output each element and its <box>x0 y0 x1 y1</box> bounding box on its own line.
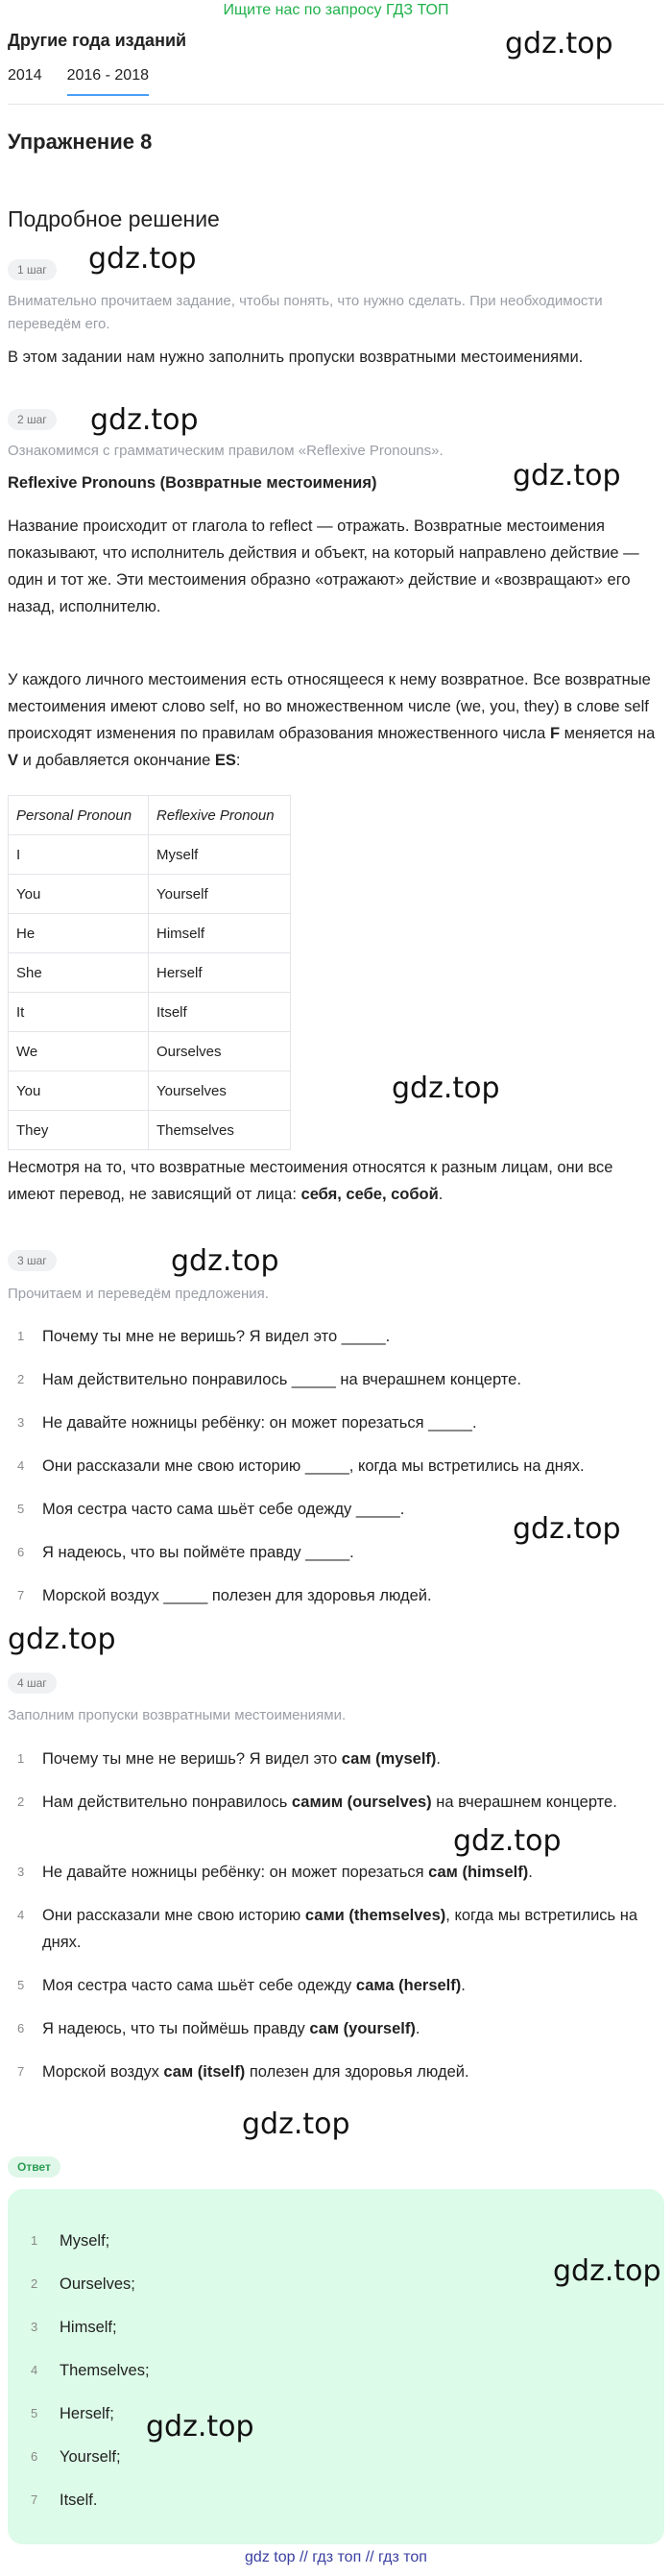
item-number: 1 <box>31 2233 38 2248</box>
step-badge-3: 3 шаг <box>8 1250 57 1271</box>
table-cell: You <box>9 875 149 914</box>
table-row <box>9 953 291 993</box>
rule-paragraph-2: У каждого личного местоимения есть относящееся к нему возвратное. Все возвратные местоимения имеют слово self, но во множественном числе (we, you, they) в слове self происходят изменения по правилам образования множественного числа F меняется на V и добавляется окончание ES: <box>8 671 656 769</box>
table-cell: We <box>9 1032 149 1071</box>
item-number: 1 <box>17 1751 25 1766</box>
table-cell: Itself <box>149 993 291 1032</box>
watermark: gdz.top <box>513 459 621 493</box>
table-cell: You <box>9 1071 149 1111</box>
item-number: 7 <box>31 2492 38 2507</box>
tabs-divider <box>8 104 664 105</box>
answer-badge: Ответ <box>8 2156 60 2178</box>
step1-note: Внимательно прочитаем задание, чтобы понять, что нужно сделать. При необходимости переведём его. <box>8 293 603 332</box>
table-cell: Ourselves <box>149 1032 291 1071</box>
item-number: 3 <box>31 2320 38 2334</box>
list-item: 3 Не давайте ножницы ребёнку: он может порезаться сам (himself). <box>8 1859 664 1902</box>
watermark: gdz.top <box>242 2107 350 2141</box>
watermark: gdz.top <box>392 1071 500 1105</box>
item-number: 6 <box>17 1545 25 1559</box>
item-number: 2 <box>17 1794 25 1809</box>
table-cell: They <box>9 1111 149 1150</box>
table-row <box>9 835 291 875</box>
list-item: 5 Моя сестра часто сама шьёт себе одежду _____. <box>8 1496 664 1539</box>
table-header: Personal Pronoun <box>9 796 149 835</box>
step2-note: Ознакомимся с грамматическим правилом «Reflexive Pronouns». <box>8 443 444 459</box>
item-number: 5 <box>17 1502 25 1516</box>
list-item: 5 Herself; <box>25 2400 150 2444</box>
step-badge-1: 1 шаг <box>8 259 57 280</box>
item-number: 3 <box>17 1865 25 1879</box>
rule-paragraph-1: Название происходит от глагола to reflect — отражать. Возвратные местоимения показывают, что исполнитель действия и объект, на который направлено действие — один и тот же. Эти местоимения образно «отражают» действие и «возвращают» его назад, исполнителю. <box>8 518 639 615</box>
list-item: 1 Почему ты мне не веришь? Я видел это _____. <box>8 1323 664 1366</box>
list-item: 2 Нам действительно понравилось самим (ourselves) на вчерашнем концерте. <box>8 1789 664 1859</box>
answer-box <box>8 2189 664 2544</box>
item-number: 4 <box>17 1908 25 1922</box>
table-row <box>9 875 291 914</box>
list-item: 2 Ourselves; <box>25 2271 150 2314</box>
list-item: 1 Myself; <box>25 2227 150 2271</box>
list-item: 2 Нам действительно понравилось _____ на вчерашнем концерте. <box>8 1366 664 1409</box>
item-number: 3 <box>17 1415 25 1430</box>
list-item: 7 Морской воздух _____ полезен для здоровья людей. <box>8 1582 664 1625</box>
table-header-row <box>9 796 291 835</box>
table-row <box>9 914 291 953</box>
list-item: 6 Я надеюсь, что ты поймёшь правду сам (yourself). <box>8 2015 664 2058</box>
step4-note: Заполним пропуски возвратными местоимениями. <box>8 1707 347 1723</box>
year-tabs <box>8 67 149 96</box>
table-row <box>9 1071 291 1111</box>
watermark: gdz.top <box>8 1623 116 1656</box>
watermark: gdz.top <box>88 242 197 276</box>
table-cell: Myself <box>149 835 291 875</box>
promo-banner[interactable]: Ищите нас по запросу ГДЗ ТОП <box>223 2 449 18</box>
tab-2016-2018[interactable]: 2016 - 2018 <box>67 67 149 96</box>
answer-list <box>25 2227 150 2530</box>
watermark: gdz.top <box>146 2410 254 2444</box>
table-header: Reflexive Pronoun <box>149 796 291 835</box>
list-item: 4 Они рассказали мне свою историю _____, когда мы встретились на днях. <box>8 1453 664 1496</box>
item-number: 7 <box>17 2064 25 2079</box>
watermark: gdz.top <box>171 1244 279 1278</box>
list-item: 6 Я надеюсь, что вы поймёте правду _____. <box>8 1539 664 1582</box>
rule-title: Reflexive Pronouns (Возвратные местоимения) <box>8 474 377 492</box>
pronoun-table <box>8 795 291 1150</box>
list-item: 4 Themselves; <box>25 2357 150 2400</box>
watermark: gdz.top <box>90 403 199 437</box>
table-cell: Herself <box>149 953 291 993</box>
table-cell: It <box>9 993 149 1032</box>
item-number: 5 <box>31 2406 38 2420</box>
table-row <box>9 1111 291 1150</box>
watermark: gdz.top <box>505 27 613 60</box>
list-item: 7 Itself. <box>25 2487 150 2530</box>
table-cell: I <box>9 835 149 875</box>
list-item: 4 Они рассказали мне свою историю сами (themselves), когда мы встретились на днях. <box>8 1902 664 1972</box>
tab-2014[interactable]: 2014 <box>8 67 42 84</box>
rule-paragraph-3: Несмотря на то, что возвратные местоимения относятся к разным лицам, они все имеют перевод, не зависящий от лица: себя, себе, собой. <box>8 1159 613 1203</box>
step1-text: В этом задании нам нужно заполнить пропуски возвратными местоимениями. <box>8 349 584 366</box>
item-number: 1 <box>17 1329 25 1343</box>
item-number: 4 <box>17 1458 25 1473</box>
table-row <box>9 993 291 1032</box>
table-cell: Himself <box>149 914 291 953</box>
watermark: gdz.top <box>453 1824 562 1858</box>
item-number: 4 <box>31 2363 38 2377</box>
list-item: 7 Морской воздух сам (itself) полезен для здоровья людей. <box>8 2058 664 2102</box>
item-number: 6 <box>17 2021 25 2035</box>
table-cell: Themselves <box>149 1111 291 1150</box>
table-cell: Yourselves <box>149 1071 291 1111</box>
item-number: 6 <box>31 2449 38 2464</box>
exercise-title: Упражнение 8 <box>8 130 153 154</box>
item-number: 2 <box>31 2276 38 2291</box>
list-item: 3 Himself; <box>25 2314 150 2357</box>
list-item: 1 Почему ты мне не веришь? Я видел это сам (myself). <box>8 1745 664 1789</box>
answers-detailed-list <box>8 1745 664 2102</box>
footer-links[interactable]: gdz top // гдз топ // гдз топ <box>245 2549 427 2565</box>
solution-title: Подробное решение <box>8 206 220 231</box>
watermark: gdz.top <box>553 2254 661 2288</box>
sentences-list <box>8 1323 664 1625</box>
list-item: 6 Yourself; <box>25 2444 150 2487</box>
step3-note: Прочитаем и переведём предложения. <box>8 1286 269 1302</box>
item-number: 2 <box>17 1372 25 1386</box>
table-cell: Yourself <box>149 875 291 914</box>
watermark: gdz.top <box>513 1512 621 1546</box>
list-item: 5 Моя сестра часто сама шьёт себе одежду сама (herself). <box>8 1972 664 2015</box>
table-row <box>9 1032 291 1071</box>
step-badge-2: 2 шаг <box>8 409 57 430</box>
list-item: 3 Не давайте ножницы ребёнку: он может порезаться _____. <box>8 1409 664 1453</box>
item-number: 5 <box>17 1978 25 1992</box>
step-badge-4: 4 шаг <box>8 1673 57 1694</box>
table-cell: He <box>9 914 149 953</box>
other-years-title: Другие года изданий <box>8 31 187 50</box>
item-number: 7 <box>17 1588 25 1602</box>
table-cell: She <box>9 953 149 993</box>
